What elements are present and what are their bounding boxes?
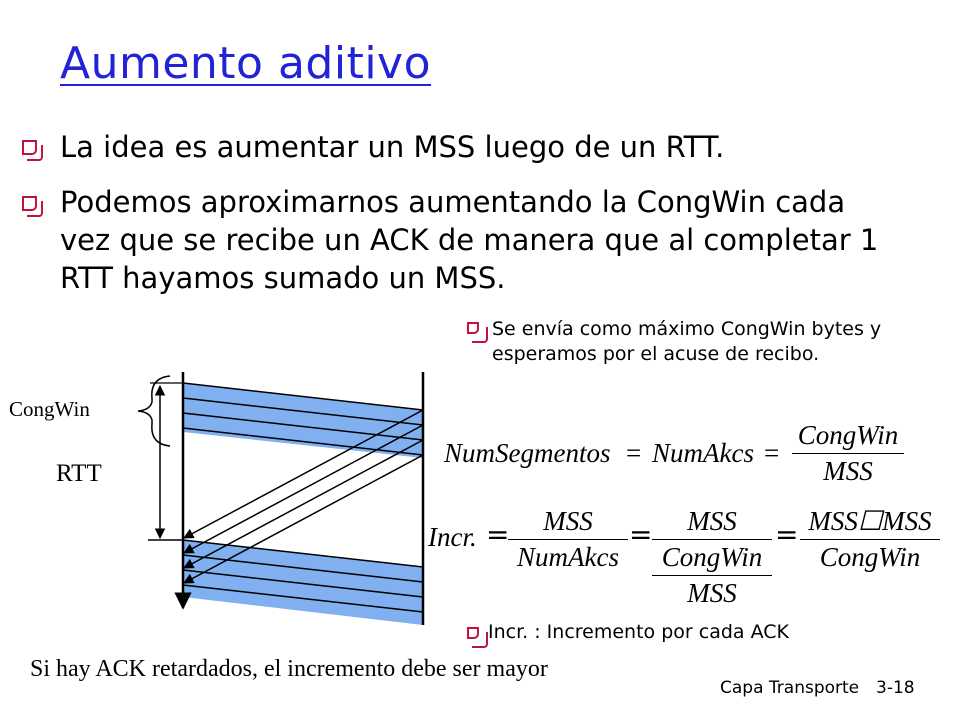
- formula1-den: MSS: [823, 456, 873, 486]
- formula2-fraction1: [508, 506, 628, 573]
- congwin-brace: [138, 376, 170, 446]
- bullet-2: [60, 183, 900, 297]
- bullet-icon: [22, 196, 37, 211]
- bullet-1: [60, 128, 920, 166]
- segment-lines-2: [183, 540, 423, 612]
- formula1-eq2: =: [764, 438, 780, 468]
- formula2-eq1: =: [486, 518, 510, 551]
- formula2-f1-den: NumAkcs: [517, 542, 619, 572]
- bullet-icon: [467, 627, 479, 639]
- formula1-eq1: =: [626, 438, 642, 468]
- rtt-label: RTT: [56, 460, 102, 487]
- formula2-lhs: Incr.: [428, 522, 477, 552]
- formula2-f2-den-num: CongWin: [661, 542, 763, 572]
- formula2-f2-num: MSS: [687, 506, 737, 536]
- formula2-f1-num: MSS: [543, 506, 593, 536]
- formula1-lhs: NumSegmentos: [444, 438, 611, 468]
- window-band-1: [183, 383, 423, 458]
- ack-lines: [184, 410, 423, 583]
- formula2-fraction2: [652, 506, 772, 609]
- formula2-fraction3: [800, 506, 940, 573]
- formula2-f3-den: CongWin: [819, 542, 921, 572]
- formula2-eq3: =: [775, 518, 799, 551]
- side-bullet-1: Se envía como máximo CongWin bytes y esperamos por el acuse de recibo.: [492, 318, 882, 365]
- formula1-num: CongWin: [797, 420, 899, 450]
- congwin-label: CongWin: [9, 397, 90, 421]
- bullet-1-text: La idea es aumentar un MSS luego de un RTT.: [60, 130, 725, 164]
- caption: Si hay ACK retardados, el incremento debe ser mayor: [30, 656, 548, 682]
- side-bullet-2: Incr. : Incremento por cada ACK: [488, 621, 789, 643]
- bullet-icon: [22, 140, 37, 155]
- segment-lines: [183, 383, 423, 455]
- footer-page: 3-18: [876, 678, 915, 698]
- window-band-2: [183, 540, 423, 625]
- footer-chapter: Capa Transporte: [720, 678, 860, 698]
- bullet-icon: [467, 322, 479, 334]
- bullet-2-text: Podemos aproximarnos aumentando la CongWin cada vez que se recibe un ACK de manera que al completar 1 RTT hayamos sumado un MSS.: [60, 185, 879, 295]
- formula2-f3-num: MSS☐MSS: [808, 506, 932, 536]
- formula1-mid: NumAkcs: [652, 438, 754, 468]
- formula2-eq2: =: [629, 518, 653, 551]
- slide-title: Aumento aditivo: [60, 38, 432, 89]
- formula1-fraction: [792, 420, 904, 487]
- formula2-f2-den-den: MSS: [687, 578, 737, 608]
